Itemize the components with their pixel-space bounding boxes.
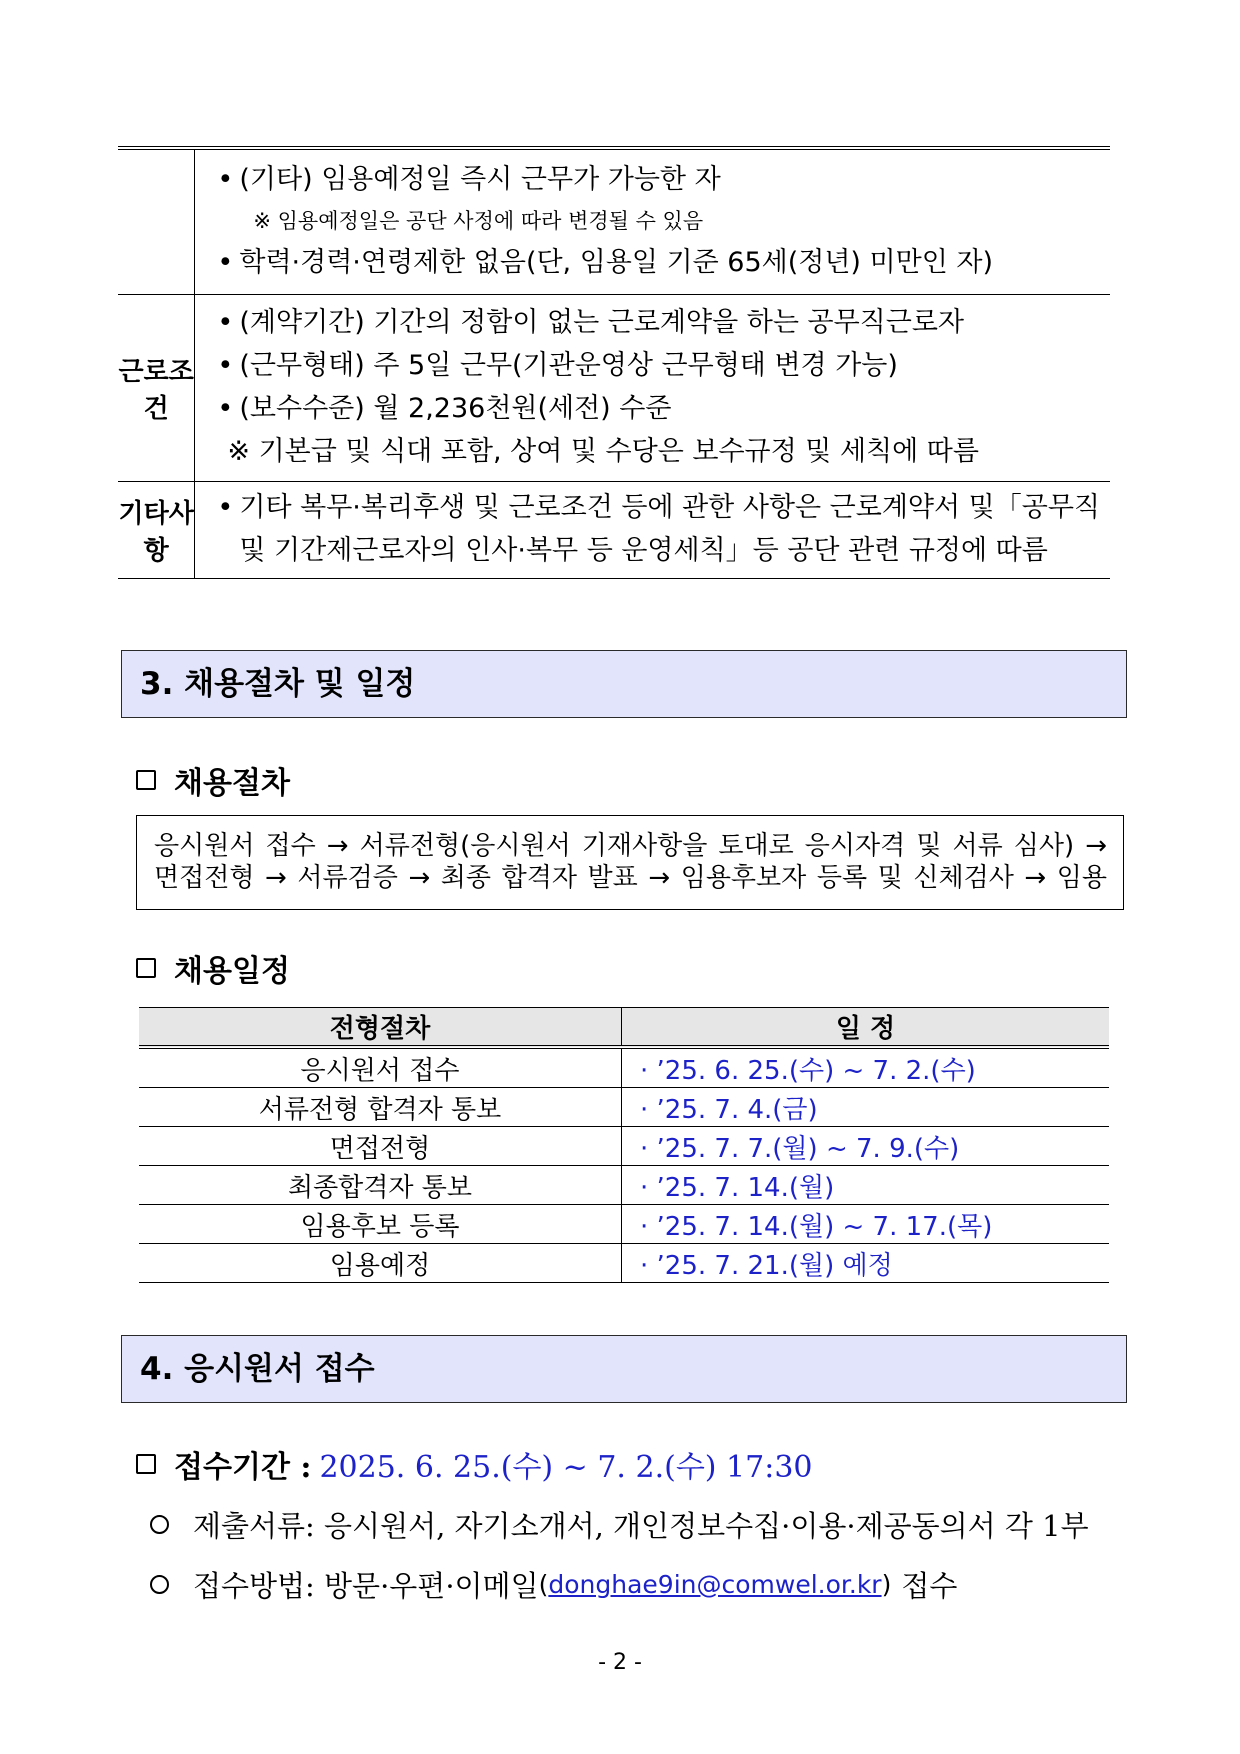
schedule-step: 임용후보 등록 [139,1205,622,1244]
square-bullet-icon [136,1454,156,1474]
eligibility-row [118,148,1110,295]
work-conditions-row [118,295,1110,482]
square-bullet-icon [136,770,156,790]
table-row [139,1244,1109,1283]
eligibility-item: • 학력·경력·연령제한 없음(단, 임용일 기준 65세(정년) 미만인 자) [217,247,993,278]
method-prefix: 접수방법: 방문·우편·이메일 [193,1569,539,1603]
schedule-heading: 채용일정 [136,946,290,990]
eligibility-content [195,148,1110,295]
schedule-step: 임용예정 [139,1244,622,1283]
work-item: • (근무형태) 주 5일 근무(기관운영상 근무형태 변경 가능) [217,350,898,381]
schedule-date: · ’25. 7. 14.(월) [622,1166,1110,1205]
schedule-date: · ’25. 7. 14.(월) ~ 7. 17.(목) [622,1205,1110,1244]
schedule-step: 면접전형 [139,1127,622,1166]
schedule-step: 서류전형 합격자 통보 [139,1088,622,1127]
other-content [195,482,1110,579]
eligibility-label-cell [118,148,195,295]
other-row [118,482,1110,579]
schedule-header-step: 전형절차 [139,1008,622,1048]
page-number: - 2 - [598,1650,642,1675]
schedule-header-row [139,1008,1109,1048]
documents-text: 제출서류: 응시원서, 자기소개서, 개인정보수집·이용·제공동의서 각 1부 [193,1509,1089,1543]
process-heading: 채용절차 [136,758,290,802]
process-line-1: 응시원서 접수 → 서류전형(응시원서 기재사항을 토대로 응시자격 및 서류 심사) → [154,831,1107,861]
work-conditions-label: 근로조건 [118,295,195,482]
process-line-2: 면접전형 → 서류검증 → 최종 합격자 발표 → 임용후보자 등록 및 신체검사 → 임용 [154,863,1107,893]
schedule-step: 응시원서 접수 [139,1047,622,1088]
table-row [139,1166,1109,1205]
email-link[interactable]: donghae9in@comwel.or.kr [548,1570,882,1599]
schedule-date: · ’25. 7. 7.(월) ~ 7. 9.(수) [622,1127,1110,1166]
table-row [139,1088,1109,1127]
schedule-date: · ’25. 7. 4.(금) [622,1088,1110,1127]
application-period [136,1442,813,1486]
schedule-table [139,1007,1109,1283]
method-line: 접수방법: 방문·우편·이메일 ( donghae9in@comwel.or.kr ) 접수 [150,1564,957,1605]
period-value: 2025. 6. 25.(수) ~ 7. 2.(수) 17:30 [319,1450,813,1485]
method-suffix: 접수 [901,1569,958,1603]
eligibility-note: ※ 임용예정일은 공단 사정에 따라 변경될 수 있음 [253,209,704,233]
section-3-header: 3. 채용절차 및 일정 [121,650,1127,718]
schedule-date: · ’25. 7. 21.(월) 예정 [622,1244,1110,1283]
other-line-2: 및 기간제근로자의 인사·복무 등 운영세칙」등 공단 관련 규정에 따름 [239,535,1048,566]
schedule-step: 최종합격자 통보 [139,1166,622,1205]
table-row [139,1047,1109,1088]
work-conditions-content [195,295,1110,482]
circle-bullet-icon [150,1515,169,1534]
other-line-1: • 기타 복무·복리후생 및 근로조건 등에 관한 사항은 근로계약서 및「공무직 [217,492,1100,523]
eligibility-item: • (기타) 임용예정일 즉시 근무가 가능한 자 [217,164,721,195]
schedule-header-date: 일 정 [622,1008,1110,1048]
other-label: 기타사항 [118,482,195,579]
circle-bullet-icon [150,1575,169,1594]
table-row [139,1205,1109,1244]
work-note: ※ 기본급 및 식대 포함, 상여 및 수당은 보수규정 및 세칙에 따름 [227,436,979,467]
work-item: • (보수수준) 월 2,236천원(세전) 수준 [217,393,672,424]
conditions-table [118,146,1110,579]
work-item: • (계약기간) 기간의 정함이 없는 근로계약을 하는 공무직근로자 [217,307,964,338]
section-4-header: 4. 응시원서 접수 [121,1335,1127,1403]
period-label: 접수기간 : [174,1450,312,1485]
table-row [139,1127,1109,1166]
process-box [136,815,1124,910]
schedule-date: · ’25. 6. 25.(수) ~ 7. 2.(수) [622,1047,1110,1088]
documents-line [150,1504,1089,1545]
square-bullet-icon [136,958,156,978]
